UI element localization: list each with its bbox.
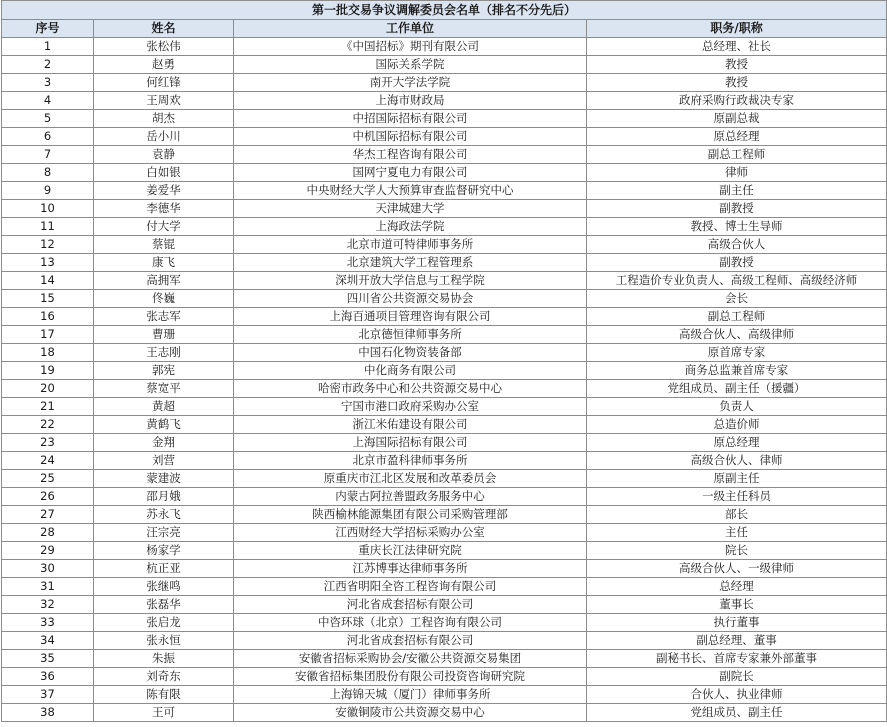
cell-index: 7	[2, 146, 94, 164]
cell-workplace: 江西省明阳全咨工程咨询有限公司	[234, 578, 587, 596]
table-row	[2, 146, 887, 164]
table-row	[2, 398, 887, 416]
cell-name: 蒙建波	[94, 470, 234, 488]
cell-name: 杭正亚	[94, 560, 234, 578]
cell-index: 14	[2, 272, 94, 290]
cell-position: 院长	[587, 542, 887, 560]
cell-workplace: 南开大学法学院	[234, 74, 587, 92]
cell-name: 曹珊	[94, 326, 234, 344]
cell-workplace: 河北省成套招标有限公司	[234, 632, 587, 650]
header-index: 序号	[2, 20, 94, 38]
cell-position: 部长	[587, 506, 887, 524]
cell-position: 副院长	[587, 668, 887, 686]
table-row	[2, 200, 887, 218]
cell-name: 白如银	[94, 164, 234, 182]
cell-position: 总经理	[587, 578, 887, 596]
cell-name: 杨家学	[94, 542, 234, 560]
cell-workplace: 国网宁夏电力有限公司	[234, 164, 587, 182]
cell-name: 李德华	[94, 200, 234, 218]
cell-name: 付大学	[94, 218, 234, 236]
table-row	[2, 650, 887, 668]
cell-workplace: 重庆长江法律研究院	[234, 542, 587, 560]
cell-position: 教授、博士生导师	[587, 218, 887, 236]
table-body	[2, 38, 887, 722]
cell-index: 23	[2, 434, 94, 452]
cell-index: 1	[2, 38, 94, 56]
cell-index: 22	[2, 416, 94, 434]
cell-workplace: 上海政法学院	[234, 218, 587, 236]
cell-name: 佟巍	[94, 290, 234, 308]
cell-name: 张启龙	[94, 614, 234, 632]
table-row	[2, 452, 887, 470]
cell-position: 高级合伙人	[587, 236, 887, 254]
cell-index: 9	[2, 182, 94, 200]
cell-position: 总造价师	[587, 416, 887, 434]
cell-position: 教授	[587, 56, 887, 74]
cell-position: 高级合伙人、律师	[587, 452, 887, 470]
header-row	[2, 20, 887, 38]
cell-workplace: 安徽省招标集团股份有限公司投资咨询研究院	[234, 668, 587, 686]
cell-index: 28	[2, 524, 94, 542]
cell-position: 主任	[587, 524, 887, 542]
table-row	[2, 632, 887, 650]
table-title: 第一批交易争议调解委员会名单（排名不分先后）	[2, 1, 887, 20]
cell-position: 原副主任	[587, 470, 887, 488]
table-row	[2, 488, 887, 506]
cell-workplace: 北京建筑大学工程管理系	[234, 254, 587, 272]
cell-name: 张松伟	[94, 38, 234, 56]
cell-index: 20	[2, 380, 94, 398]
cell-workplace: 中国石化物资装备部	[234, 344, 587, 362]
cell-index: 38	[2, 704, 94, 722]
table-row	[2, 128, 887, 146]
cell-position: 原总经理	[587, 434, 887, 452]
table-row	[2, 542, 887, 560]
cell-index: 8	[2, 164, 94, 182]
cell-workplace: 中咨环球（北京）工程咨询有限公司	[234, 614, 587, 632]
table-row	[2, 56, 887, 74]
table-row	[2, 92, 887, 110]
cell-workplace: 上海百通项目管理咨询有限公司	[234, 308, 587, 326]
cell-workplace: 北京德恒律师事务所	[234, 326, 587, 344]
cell-name: 汪宗亮	[94, 524, 234, 542]
cell-workplace: 中机国际招标有限公司	[234, 128, 587, 146]
cell-workplace: 安徽铜陵市公共资源交易中心	[234, 704, 587, 722]
cell-position: 副总经理、董事	[587, 632, 887, 650]
cell-position: 原首席专家	[587, 344, 887, 362]
cell-position: 高级合伙人、高级律师	[587, 326, 887, 344]
table-row	[2, 38, 887, 56]
cell-index: 35	[2, 650, 94, 668]
cell-index: 13	[2, 254, 94, 272]
table-row	[2, 254, 887, 272]
cell-index: 10	[2, 200, 94, 218]
cell-name: 赵勇	[94, 56, 234, 74]
table-row	[2, 596, 887, 614]
table-row	[2, 182, 887, 200]
cell-workplace: 华杰工程咨询有限公司	[234, 146, 587, 164]
cell-position: 会长	[587, 290, 887, 308]
table-row	[2, 110, 887, 128]
table-row	[2, 362, 887, 380]
cell-position: 一级主任科员	[587, 488, 887, 506]
cell-name: 金翔	[94, 434, 234, 452]
cell-workplace: 中央财经大学人大预算审查监督研究中心	[234, 182, 587, 200]
cell-workplace: 中招国际招标有限公司	[234, 110, 587, 128]
cell-position: 董事长	[587, 596, 887, 614]
cell-workplace: 宁国市港口政府采购办公室	[234, 398, 587, 416]
cell-index: 17	[2, 326, 94, 344]
cell-index: 26	[2, 488, 94, 506]
table-row	[2, 416, 887, 434]
table-row	[2, 218, 887, 236]
cell-name: 邵月娥	[94, 488, 234, 506]
cell-workplace: 内蒙古阿拉善盟政务服务中心	[234, 488, 587, 506]
cell-name: 苏永飞	[94, 506, 234, 524]
cell-index: 12	[2, 236, 94, 254]
cell-name: 王可	[94, 704, 234, 722]
table-row	[2, 272, 887, 290]
cell-name: 张磊华	[94, 596, 234, 614]
table-row	[2, 470, 887, 488]
cell-workplace: 上海国际招标有限公司	[234, 434, 587, 452]
cell-position: 教授	[587, 74, 887, 92]
cell-index: 32	[2, 596, 94, 614]
cell-position: 党组成员、副主任（援疆）	[587, 380, 887, 398]
cell-index: 36	[2, 668, 94, 686]
cell-index: 27	[2, 506, 94, 524]
cell-workplace: 原重庆市江北区发展和改革委员会	[234, 470, 587, 488]
table-row	[2, 164, 887, 182]
header-workplace: 工作单位	[234, 20, 587, 38]
cell-index: 6	[2, 128, 94, 146]
cell-workplace: 安徽省招标采购协会/安徽公共资源交易集团	[234, 650, 587, 668]
cell-position: 商务总监兼首席专家	[587, 362, 887, 380]
cell-index: 18	[2, 344, 94, 362]
cell-index: 15	[2, 290, 94, 308]
table-row	[2, 686, 887, 704]
cell-name: 刘营	[94, 452, 234, 470]
cell-position: 副教授	[587, 200, 887, 218]
cell-position: 高级合伙人、一级律师	[587, 560, 887, 578]
cell-workplace: 北京市盈科律师事务所	[234, 452, 587, 470]
header-name: 姓名	[94, 20, 234, 38]
cell-index: 37	[2, 686, 94, 704]
cell-index: 19	[2, 362, 94, 380]
table-row	[2, 560, 887, 578]
cell-workplace: 国际关系学院	[234, 56, 587, 74]
cell-name: 康飞	[94, 254, 234, 272]
cell-index: 34	[2, 632, 94, 650]
cell-position: 合伙人、执业律师	[587, 686, 887, 704]
cell-index: 4	[2, 92, 94, 110]
cell-workplace: 陕西榆林能源集团有限公司采购管理部	[234, 506, 587, 524]
cell-position: 副秘书长、首席专家兼外部董事	[587, 650, 887, 668]
cell-position: 党组成员、副主任	[587, 704, 887, 722]
cell-index: 2	[2, 56, 94, 74]
cell-workplace: 浙江米佑建设有限公司	[234, 416, 587, 434]
cell-index: 3	[2, 74, 94, 92]
cell-index: 25	[2, 470, 94, 488]
table-row	[2, 344, 887, 362]
cell-workplace: 《中国招标》期刊有限公司	[234, 38, 587, 56]
table-row	[2, 524, 887, 542]
cell-name: 袁静	[94, 146, 234, 164]
cell-index: 30	[2, 560, 94, 578]
cell-position: 原总经理	[587, 128, 887, 146]
cell-position: 副主任	[587, 182, 887, 200]
cell-name: 郭宪	[94, 362, 234, 380]
cell-position: 副总工程师	[587, 308, 887, 326]
table-row	[2, 614, 887, 632]
cell-name: 何红锋	[94, 74, 234, 92]
cell-name: 胡杰	[94, 110, 234, 128]
cell-position: 工程造价专业负责人、高级工程师、高级经济师	[587, 272, 887, 290]
member-table	[1, 0, 887, 722]
cell-name: 王周欢	[94, 92, 234, 110]
cell-name: 岳小川	[94, 128, 234, 146]
cell-workplace: 四川省公共资源交易协会	[234, 290, 587, 308]
table-row	[2, 236, 887, 254]
table-row	[2, 326, 887, 344]
cell-workplace: 中化商务有限公司	[234, 362, 587, 380]
table-row	[2, 290, 887, 308]
cell-workplace: 江西财经大学招标采购办公室	[234, 524, 587, 542]
cell-workplace: 上海市财政局	[234, 92, 587, 110]
table-row	[2, 668, 887, 686]
cell-workplace: 江苏博事达律师事务所	[234, 560, 587, 578]
cell-name: 蔡宽平	[94, 380, 234, 398]
cell-name: 朱振	[94, 650, 234, 668]
cell-position: 副总工程师	[587, 146, 887, 164]
cell-index: 33	[2, 614, 94, 632]
cell-index: 11	[2, 218, 94, 236]
cell-name: 蔡锟	[94, 236, 234, 254]
cell-index: 24	[2, 452, 94, 470]
cell-workplace: 河北省成套招标有限公司	[234, 596, 587, 614]
cell-name: 张永恒	[94, 632, 234, 650]
cell-name: 陈有限	[94, 686, 234, 704]
cell-name: 张继鸣	[94, 578, 234, 596]
cell-name: 高拥军	[94, 272, 234, 290]
cell-position: 律师	[587, 164, 887, 182]
cell-workplace: 天津城建大学	[234, 200, 587, 218]
cell-name: 姜爱华	[94, 182, 234, 200]
cell-name: 张志军	[94, 308, 234, 326]
header-position: 职务/职称	[587, 20, 887, 38]
cell-index: 29	[2, 542, 94, 560]
cell-workplace: 哈密市政务中心和公共资源交易中心	[234, 380, 587, 398]
cell-position: 执行董事	[587, 614, 887, 632]
table-row	[2, 704, 887, 722]
cell-index: 5	[2, 110, 94, 128]
table-row	[2, 74, 887, 92]
cell-position: 副教授	[587, 254, 887, 272]
cell-position: 总经理、社长	[587, 38, 887, 56]
cell-position: 政府采购行政裁决专家	[587, 92, 887, 110]
cell-name: 刘奇东	[94, 668, 234, 686]
cell-name: 王志刚	[94, 344, 234, 362]
cell-workplace: 北京市道可特律师事务所	[234, 236, 587, 254]
cell-name: 黄超	[94, 398, 234, 416]
cell-index: 16	[2, 308, 94, 326]
cell-name: 黄鹤飞	[94, 416, 234, 434]
cell-index: 31	[2, 578, 94, 596]
table-row	[2, 578, 887, 596]
table-row	[2, 434, 887, 452]
cell-index: 21	[2, 398, 94, 416]
cell-workplace: 上海锦天城（厦门）律师事务所	[234, 686, 587, 704]
table-row	[2, 380, 887, 398]
table-row	[2, 506, 887, 524]
cell-workplace: 深圳开放大学信息与工程学院	[234, 272, 587, 290]
cell-position: 原副总裁	[587, 110, 887, 128]
table-row	[2, 308, 887, 326]
cell-position: 负责人	[587, 398, 887, 416]
